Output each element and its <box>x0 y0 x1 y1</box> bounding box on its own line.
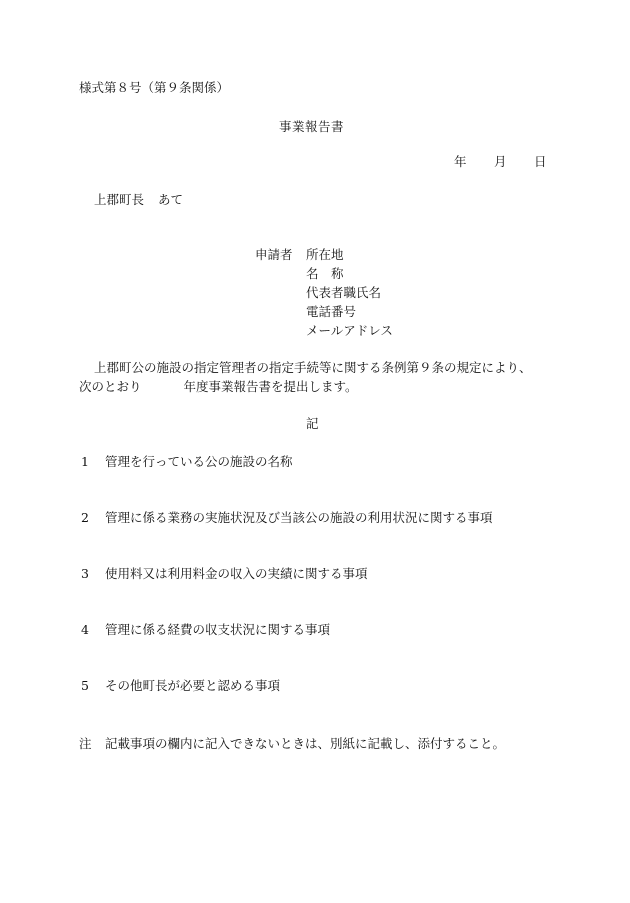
list-item <box>81 568 368 581</box>
list-item-number: 4 <box>81 622 89 637</box>
applicant-field-phone: 電話番号 <box>306 304 357 319</box>
addressee-suffix: あて <box>158 192 184 207</box>
applicant-field-email: メールアドレス <box>306 323 393 338</box>
list-item <box>81 512 493 525</box>
list-item-text: 使用料又は利用料金の収入の実績に関する事項 <box>105 566 368 581</box>
body-text-line-1: 上郡町公の施設の指定管理者の指定手続等に関する条例第９条の規定により、 <box>94 360 532 375</box>
list-item-number: 2 <box>81 510 89 525</box>
applicant-label: 申請者 <box>255 247 293 262</box>
list-item <box>81 680 280 693</box>
list-item-text: 管理に係る経費の収支状況に関する事項 <box>105 622 331 637</box>
body-text-line-2-start: 次のとおり <box>79 379 142 394</box>
list-item <box>81 456 293 469</box>
form-number: 様式第８号（第９条関係） <box>79 80 230 95</box>
applicant-field-address: 所在地 <box>306 247 344 262</box>
list-item <box>81 624 330 637</box>
list-item-text: その他町長が必要と認める事項 <box>105 678 281 693</box>
note <box>79 738 505 751</box>
note-text: 記載事項の欄内に記入できないときは、別紙に記載し、添付すること。 <box>105 736 506 751</box>
date-line <box>454 156 547 169</box>
date-day-label: 日 <box>534 154 547 169</box>
date-month-label: 月 <box>494 154 507 169</box>
note-label: 注 <box>79 736 92 751</box>
list-item-number: 1 <box>81 454 89 469</box>
list-item-text: 管理を行っている公の施設の名称 <box>105 454 293 469</box>
addressee <box>94 194 183 207</box>
applicant-field-name: 名 称 <box>306 266 344 281</box>
document-title: 事業報告書 <box>279 119 345 134</box>
list-item-number: 5 <box>81 678 89 693</box>
list-item-number: 3 <box>81 566 89 581</box>
ki-heading: 記 <box>306 416 319 431</box>
addressee-name: 上郡町長 <box>94 192 145 207</box>
date-year-label: 年 <box>454 154 467 169</box>
body-text-line-2-end: 年度事業報告書を提出します。 <box>183 379 358 394</box>
applicant-field-representative: 代表者職氏名 <box>306 285 382 300</box>
body-text-line-2 <box>79 381 358 394</box>
list-item-text: 管理に係る業務の実施状況及び当該公の施設の利用状況に関する事項 <box>105 510 493 525</box>
